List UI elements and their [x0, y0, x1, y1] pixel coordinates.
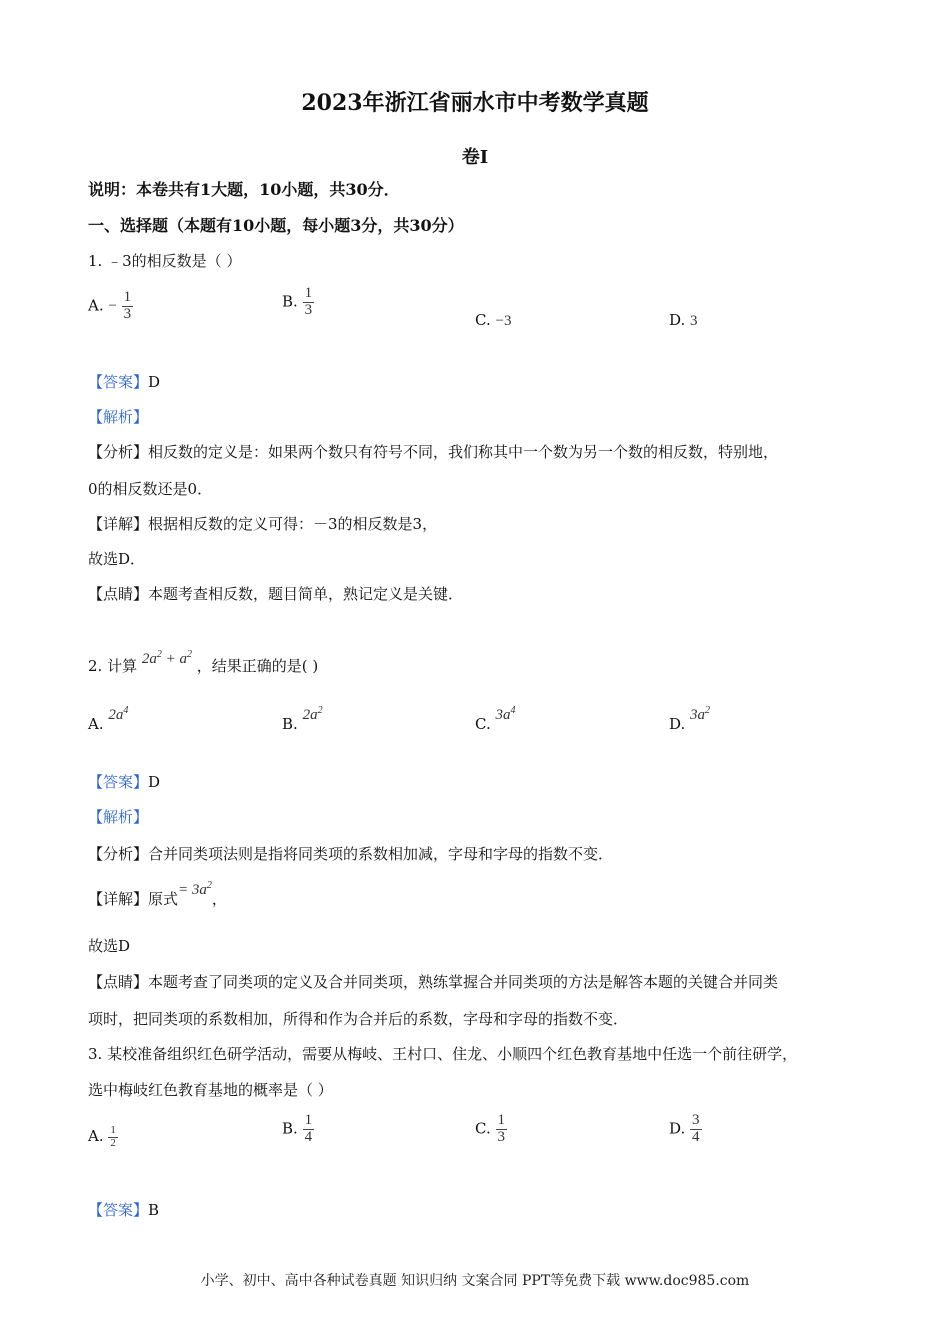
q2-option-c: [475, 705, 516, 734]
page-title: 2023年浙江省丽水市中考数学真题: [301, 90, 649, 116]
fraction: [496, 1113, 508, 1146]
answer-value: D: [148, 373, 161, 391]
variable: a: [115, 707, 124, 723]
stem-prefix: 2. 计算: [88, 657, 138, 675]
numerator: 1: [304, 285, 313, 301]
term: a: [179, 651, 187, 667]
option-sign: −: [108, 297, 117, 314]
q3-option-a: [88, 1125, 118, 1149]
q2-dianjing: [88, 971, 778, 992]
q2-option-d: [669, 705, 711, 734]
fenxi-tag: 【分析】: [88, 845, 149, 863]
dianjing-text: 本题考查了同类项的定义及合并同类项，熟练掌握合并同类项的方法是解答本题的关键合并同类: [148, 973, 779, 991]
coefficient: 3: [690, 707, 698, 723]
xiangjie-tag: 【详解】: [88, 515, 149, 533]
section-heading: 一、选择题（本题有10小题，每小题3分，共30分）: [88, 216, 464, 235]
q2-answer: [88, 771, 160, 792]
xiangjie-tag: 【详解】: [88, 890, 149, 908]
option-label: C.: [475, 1119, 491, 1138]
option-label: C.: [475, 715, 491, 733]
dianjing-text: 本题考查相反数，题目简单，熟记定义是关键．: [148, 585, 464, 603]
fraction: [303, 286, 315, 319]
exponent: 2: [156, 649, 162, 660]
xiangjie-expression: [178, 882, 212, 898]
q2-analysis-tag: 【解析】: [88, 808, 149, 826]
fraction: [108, 1125, 118, 1149]
xiangjie-prefix: 原式: [148, 890, 179, 908]
xiangjie-suffix: ，: [211, 890, 227, 908]
exponent: 2: [206, 880, 212, 891]
option-label: A.: [88, 715, 104, 733]
option-label: C.: [475, 311, 491, 329]
stem-suffix: ，结果正确的是( ): [196, 657, 319, 675]
xiangjie-text: 根据相反数的定义可得：－3的相反数是3，: [148, 515, 438, 533]
exponent: 4: [510, 705, 516, 716]
answer-tag: 【答案】: [88, 773, 149, 791]
option-label: B.: [282, 715, 298, 733]
option-label: D.: [669, 715, 686, 733]
q2-option-a: [88, 705, 129, 734]
plus-sign: +: [161, 651, 180, 667]
answer-value: B: [148, 1201, 160, 1219]
variable: a: [503, 707, 511, 723]
q2-option-b: [282, 705, 323, 734]
fenxi-text: 合并同类项法则是指将同类项的系数相加减，字母和字母的指数不变．: [148, 845, 614, 863]
stem-expression: [142, 651, 192, 667]
coefficient: 3: [495, 707, 503, 723]
term: 2a: [141, 651, 157, 667]
q1-option-b: [282, 286, 314, 319]
fraction: [303, 1113, 315, 1146]
q1-analysis-tag: 【解析】: [88, 408, 149, 426]
question-3-stem: 3. 某校准备组织红色研学活动，需要从梅岐、王村口、住龙、小顺四个红色教育基地中任选一个前往研学，: [88, 1045, 798, 1063]
dianjing-tag: 【点睛】: [88, 585, 149, 603]
denominator: 3: [497, 1128, 505, 1145]
q1-answer: [88, 371, 160, 392]
exponent: 2: [187, 649, 192, 660]
option-label: D.: [669, 1119, 686, 1138]
exponent: 2: [705, 705, 711, 716]
denominator: 4: [304, 1128, 313, 1145]
exponent: 4: [123, 705, 129, 716]
fraction: [690, 1113, 702, 1146]
option-expression: [303, 707, 323, 723]
q2-dianjing-line2: 项时，把同类项的系数相加，所得和作为合并后的系数，字母和字母的指数不变．: [88, 1010, 629, 1028]
option-expression: [108, 707, 128, 723]
denominator: 3: [304, 301, 313, 318]
fenxi-tag: 【分析】: [88, 443, 149, 461]
q3-option-b: [282, 1113, 314, 1146]
expression: = 3a: [178, 882, 207, 898]
denominator: 2: [110, 1136, 116, 1149]
q3-option-c: [475, 1113, 507, 1146]
denominator: 3: [123, 305, 132, 322]
numerator: 1: [110, 1124, 116, 1136]
answer-value: D: [148, 773, 161, 791]
answer-tag: 【答案】: [88, 1201, 149, 1219]
option-expression: [690, 707, 710, 723]
option-value: 3: [690, 313, 698, 329]
q1-dianjing: [88, 583, 463, 604]
numerator: 3: [692, 1112, 700, 1128]
answer-tag: 【答案】: [88, 373, 149, 391]
page-footer: 小学、初中、高中各种试卷真题 知识归纳 文案合同 PPT等免费下载 www.doc985.com: [200, 1273, 750, 1289]
q1-xiangjie: [88, 513, 437, 534]
variable: a: [310, 707, 318, 723]
option-value: −3: [495, 313, 512, 329]
question-3-stem-line2: 选中梅岐红色教育基地的概率是（ ）: [88, 1081, 333, 1099]
q1-conclusion: 故选D．: [88, 550, 146, 568]
numerator: 1: [123, 289, 132, 305]
q2-conclusion: 故选D: [88, 937, 131, 955]
exponent: 2: [317, 705, 323, 716]
instructions-note: 说明：本卷共有1大题，10小题，共30分．: [88, 180, 400, 199]
dianjing-tag: 【点睛】: [88, 973, 149, 991]
q1-fenxi: [88, 441, 778, 462]
numerator: 1: [304, 1112, 313, 1128]
fenxi-text: 相反数的定义是：如果两个数只有符号不同，我们称其中一个数为另一个数的相反数，特别地，: [148, 443, 779, 461]
variable: a: [697, 707, 706, 723]
coefficient: 2: [108, 707, 116, 723]
q1-option-c: [475, 311, 511, 330]
q3-option-d: [669, 1113, 702, 1146]
denominator: 4: [692, 1128, 700, 1145]
q2-xiangjie: [88, 880, 227, 909]
option-label: A.: [88, 296, 104, 315]
option-label: B.: [282, 1119, 298, 1138]
fraction: [122, 290, 134, 323]
q1-option-a: [88, 290, 133, 323]
question-1-stem: 1. ﹣3的相反数是（ ）: [88, 252, 242, 270]
q1-fenxi-line2: 0的相反数还是0．: [88, 480, 213, 498]
question-2-stem: [88, 649, 319, 676]
volume-label: 卷Ⅰ: [461, 147, 489, 168]
q3-answer: [88, 1199, 159, 1220]
coefficient: 2: [302, 707, 311, 723]
option-label: A.: [88, 1127, 104, 1146]
option-label: B.: [282, 292, 298, 311]
numerator: 1: [497, 1112, 505, 1128]
option-expression: [496, 707, 516, 723]
q1-option-d: [669, 311, 698, 330]
q2-fenxi: [88, 843, 613, 864]
option-label: D.: [669, 311, 686, 329]
